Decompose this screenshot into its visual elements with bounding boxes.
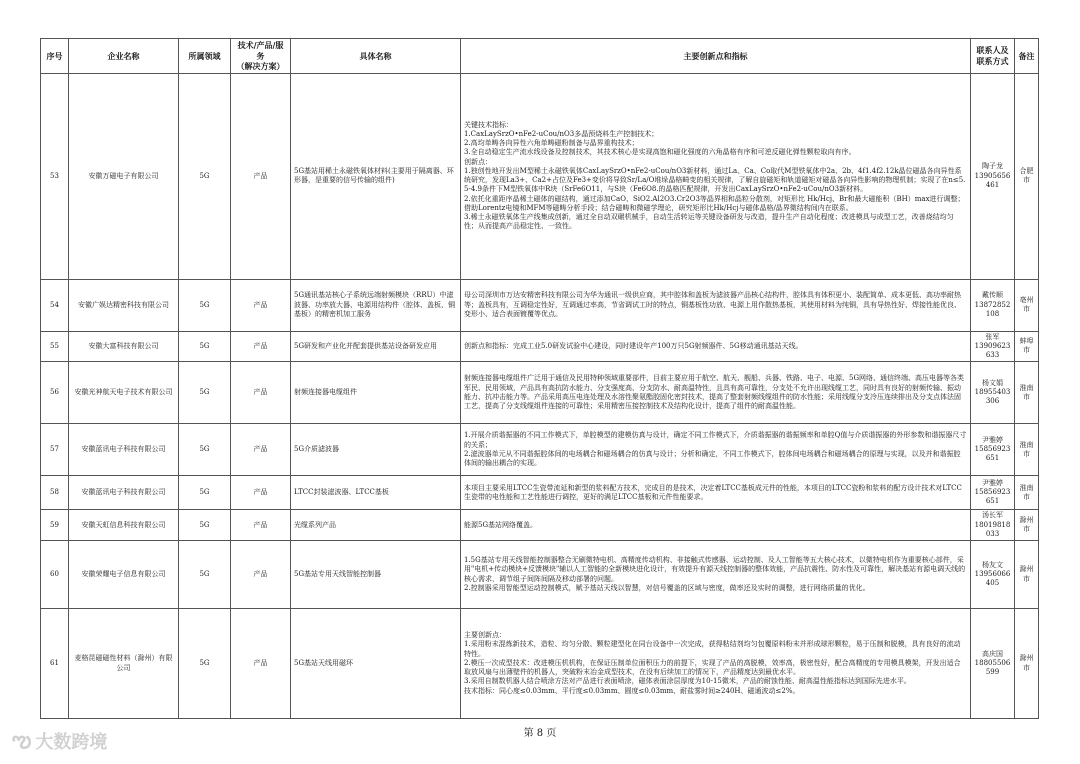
contact-cell: 张军 13909623633 [971,331,1015,362]
contact-cell: 尹雅婷 15856923651 [971,476,1015,510]
innovation-content: 1.5G基站专用天线智能控制器整合无刷微特电机、高精度传动机构、非接触式传感器、运动控制、及人工智能等五大核心技术，以微特电机作为重要核心部件，采用"电机+传动模块+反馈模块"辅以人工智能的全新模块进化设计，有效提升有源天线控制器的整体效能，产品抗震性、防水性及可靠性，解决基站有源电调天线的核心需求，调节组子间阵间隔及移动部署的问题。 2.控制器采用智能型运动控制模式，赋予基站天线以智慧，对信号覆盖的区域与密度，做率还及实时的调整，进行网络质量的优化。 [461,541,971,609]
header-cell: 序号 [41,39,69,74]
field-cell: 5G [179,424,231,476]
type-cell: 产品 [231,424,291,476]
row-number: 55 [41,331,69,362]
enterprise-table [40,38,1039,719]
butterfly-logo-icon: ఌ [12,728,32,753]
row-number: 61 [41,609,69,719]
contact-cell: 戴传顺 13872852108 [971,279,1015,331]
table-row [41,510,1039,541]
table-row [41,279,1039,331]
company-name: 安徽光神航天电子技术有限公司 [69,362,179,424]
row-number: 54 [41,279,69,331]
contact-cell: 汤长军 18019818033 [971,510,1015,541]
row-number: 56 [41,362,69,424]
type-cell: 产品 [231,510,291,541]
field-cell: 5G [179,279,231,331]
product-name: 5G通讯基站核心子系统远端射频模块（RRU）中滤波器、功率放大器、电源用结构件（腔体、盖板、铜基板）的精密机加工服务 [291,279,461,331]
innovation-content: 关键技术指标： 1.CaxLaySrzO•nFe2-uCou/nO3多晶预烧料生产控制技术； 2.高均单畴各向异性六角单畴磁粉制备与晶界重构技术； 3.全自动稳定生产流水线设备及控制技术，其技术核心是实现高饱和磁化强度的六角晶格有序和可逆反磁化弹性颗粒取向有序。 创新点： 1.独创性地开发出M型稀土永磁铁氧体CaxLaySrzO•nFe2-uCou/nO3新材料，通过La、Ca、Co取代M型铁氧体中2a、2b、4f1.4f2.12k晶位磁晶各向异性系统研究，发现La3+、Ca2+占位及Fe3+变价将导致Sr/La/O堆垛晶格畸变的相关规律，了解自旋磁矩和轨道磁矩对磁晶各向异性影响的物理机制；实现了在n≤5.5-4.9条件下M型铁氧体中R块（SrFe6O11，与S块（Fe6O8.的晶格匹配规律，开发出CaxLaySrzO•nFe2-uCou/nO3新材料。 2.依托化重距序晶稀土磁体的磁结构，通过添加CaO、SiO2.Al2O3.Cr2O3等晶界相和晶粒分散剂，对矩形比 Hk/Hcj、Br和最大磁能积（BH）max进行调整；借助Lorentz电镜和MFM等磁畴分析手段；结合磁畴和微磁学理论，研究矩形比Hk/Hcj与磁体晶格/晶界微结构间内在联系。 3.稀土永磁铁氧体生产线集成创新，通过全自动双碾机械手，自动生活转运等关键设备研发与改造，提升生产自动化程度；改进模具与成型工艺，改善烧结均匀性；从而提高产品稳定性、一致性。 [461,73,971,279]
field-cell: 5G [179,541,231,609]
note-cell: 滁州市 [1015,510,1039,541]
type-cell: 产品 [231,73,291,279]
product-name: 5G研发和产业化并配套提供基站设备研发应用 [291,331,461,362]
product-name: 5G介质滤波器 [291,424,461,476]
field-cell: 5G [179,476,231,510]
field-cell: 5G [179,609,231,719]
innovation-content: 母公司深圳市万达安精密科技有限公司为华为通讯一级供应商，其中腔体和盖板为滤波器产品核心结构件，腔体具有体积更小、装配简单、成本更低、高功率耐热等；盖板具有，互调稳定性好，互调通过率高，节省调试工时的特点，铜基板性功放、电源上用作散热基板，其使用材料为纯铜，具有导热性好、焊接性能优良、变形小、适合表面镀覆等优点。 [461,279,971,331]
innovation-content: 射频连接器电缆组件广泛用于通信及民用特种领域重要部件，目前主要应用于航空、航天、舰船、兵器、铁路、电子、电源、5G网络、通信终端、高压电器等各类军民、民用领域，产品具有高抗防水能力、分支强度高、分支防水、耐高温特性，且具有高可靠性，分支处不允许出现线缆工艺，同时具有良好的射频传输、振动能力、抗冲击能力等。产品采用高压电连处理及水溶性聚氨酯胶固化密封技术，提高了整套射频线缆组件的防水性能；采用线缆分支冷压连续排出及分支点体法固工艺，提高了分支线缆组件连接的可靠性；采用精密压接控制技术及结构化设计，提高了组件的耐高温性能。 [461,362,971,424]
page-number: 第 8 页 [523,728,557,739]
innovation-content: 1.开展介质谐振器的不同工作模式下，单腔模型的建模仿真与设计，确定不同工作模式下，介质谐振器的谐振频率和单腔Q值与介质谐振器的外形参数和谐振器尺寸的关系； 2.滤波器单元从不同谐振腔体间的电场耦合和磁场耦合的仿真与设计；分析和确定，不同工作模式下，腔体间电场耦合和磁场耦合的原理与实现，以及并和谐振腔体间的输出耦合的实现。 [461,424,971,476]
contact-cell: 尹雅婷 15856923651 [971,424,1015,476]
contact-cell: 高庆国 18805506599 [971,609,1015,719]
product-name: 5G基站天线用磁环 [291,609,461,719]
header-cell: 具体名称 [291,39,461,74]
company-name: 麦格昆磁磁性材料（滁州）有限公司 [69,609,179,719]
table-row [41,73,1039,279]
field-cell: 5G [179,73,231,279]
note-cell: 淮南市 [1015,424,1039,476]
header-cell: 技术/产品/服务 （解决方案） [231,39,291,74]
note-cell: 滁州市 [1015,609,1039,719]
row-number: 59 [41,510,69,541]
company-name: 安徽荣耀电子信息有限公司 [69,541,179,609]
type-cell: 产品 [231,362,291,424]
header-cell: 备注 [1015,39,1039,74]
note-cell: 合肥市 [1015,73,1039,279]
innovation-content: 创新点和指标：完成工业5.0研发试验中心建设，同时建设年产100万只5G射频器件、5G移动通讯基站天线。 [461,331,971,362]
type-cell: 产品 [231,331,291,362]
header-cell: 主要创新点和指标 [461,39,971,74]
field-cell: 5G [179,362,231,424]
innovation-content: 本项目主要采用LTCC生瓷带流延和新型的浆料配方技术，完成目的是技术，决定着LTCC基板成元件的性能，本项目的LTCC瓷粉和浆料的配方设计技术对LTCC生瓷带的电性能和工艺性能进行调控，更好的满足LTCC基板和元件性能要求。 [461,476,971,510]
field-cell: 5G [179,510,231,541]
table-row [41,541,1039,609]
type-cell: 产品 [231,476,291,510]
watermark [12,728,107,754]
table-header-row [41,39,1039,74]
note-cell: 亳州市 [1015,279,1039,331]
row-number: 53 [41,73,69,279]
company-name: 安徽大富科技有限公司 [69,331,179,362]
note-cell: 蚌埠市 [1015,331,1039,362]
company-name: 安徽广娱达精密科技有限公司 [69,279,179,331]
type-cell: 产品 [231,279,291,331]
company-name: 安徽万磁电子有限公司 [69,73,179,279]
innovation-content: 能源5G基站网络覆盖。 [461,510,971,541]
watermark-text: 大数跨境 [35,732,108,753]
table-row [41,424,1039,476]
product-name: LTCC封装滤波器、LTCC基板 [291,476,461,510]
product-name: 5G基站专用天线智能控制器 [291,541,461,609]
row-number: 57 [41,424,69,476]
note-cell: 淮南市 [1015,476,1039,510]
note-cell: 滁州市 [1015,541,1039,609]
header-cell: 联系人及 联系方式 [971,39,1015,74]
note-cell: 淮南市 [1015,362,1039,424]
company-name: 安徽天虹信息科技有限公司 [69,510,179,541]
product-name: 射频连接器电缆组件 [291,362,461,424]
product-name: 5G基站用稀土永磁铁氧体材料(主要用于隔离器、环形器，是重要的信号传输的组件) [291,73,461,279]
row-number: 58 [41,476,69,510]
type-cell: 产品 [231,609,291,719]
contact-cell: 杨友文 13956066405 [971,541,1015,609]
innovation-content: 主要创新点： 1.采用粉末混炼新技术，造粒、均匀分散、颗粒建型化在同台设备中一次完成，获得粘结剂均匀包覆原料粉末并形成球形颗粒，易于压制和脱模，具有良好的流动特性。 2.模压一次成型技术：改进模压机机构，在保证压制单位面积压力的前提下，实现了产品的高脱模，效率高，极密性好，配合高精度的专用模具模架，开发出适合取放风扇与出薄壁件的机器人，突破粉末冶金成型技术，在没有后续加工的情况下，产品精度达到最优水平。 3.采用自制数机器人结合喷涂方法对产品进行表面喷涂，磁体表面涂层厚度为10-15微米，产品的耐蚀性能、耐高温性能指标达到国际先进水平。 技术指标：同心度≤0.03mm、平行度≤0.03mm、圆度≤0.03mm、耐盐雾时间≥240H、磁通波动≤2%。 [461,609,971,719]
type-cell: 产品 [231,541,291,609]
table-row [41,331,1039,362]
header-cell: 所属领域 [179,39,231,74]
row-number: 60 [41,541,69,609]
table-row [41,476,1039,510]
table-row [41,362,1039,424]
company-name: 安徽蓝讯电子科技有限公司 [69,476,179,510]
product-name: 光缆系列产品 [291,510,461,541]
table-row [41,609,1039,719]
header-cell: 企业名称 [69,39,179,74]
contact-cell: 陶子龙 13905656461 [971,73,1015,279]
field-cell: 5G [179,331,231,362]
company-name: 安徽蓝讯电子科技有限公司 [69,424,179,476]
contact-cell: 杨文娟 18955403306 [971,362,1015,424]
